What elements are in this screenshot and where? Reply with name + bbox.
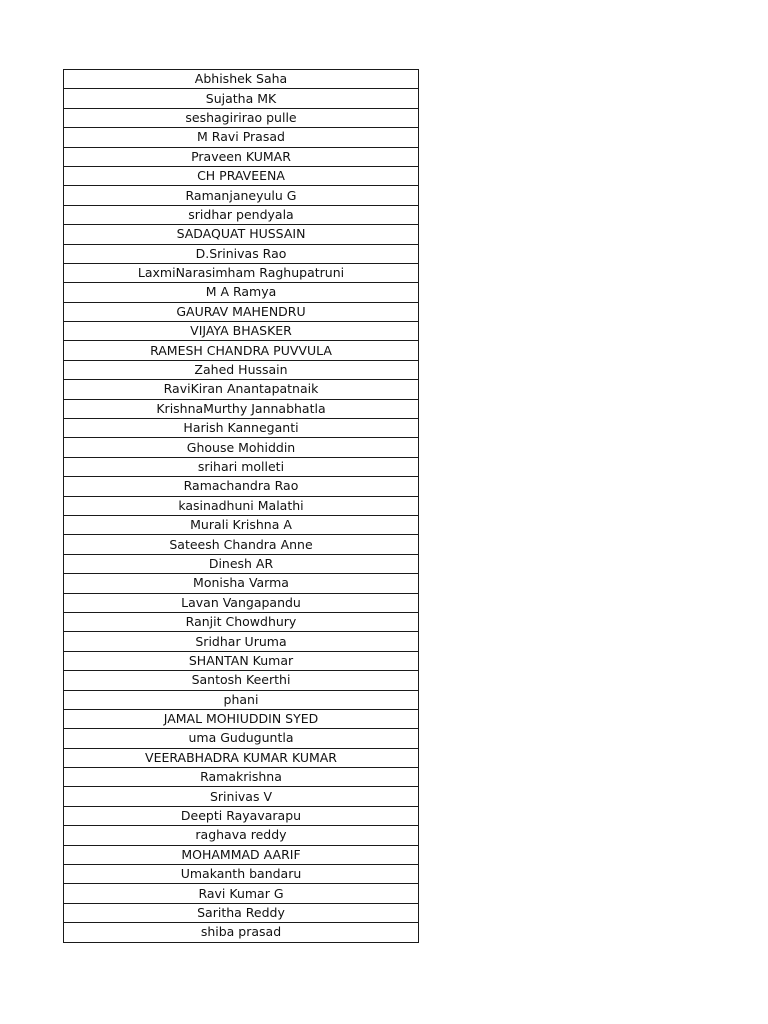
table-row: [64, 166, 419, 185]
table-row: [64, 903, 419, 922]
table-row: [64, 671, 419, 690]
name-cell: D.Srinivas Rao: [64, 244, 419, 263]
table-row: [64, 108, 419, 127]
table-row: [64, 612, 419, 631]
table-row: [64, 89, 419, 108]
name-cell: M Ravi Prasad: [64, 128, 419, 147]
name-cell: seshagirirao pulle: [64, 108, 419, 127]
table-row: [64, 477, 419, 496]
name-cell: Sateesh Chandra Anne: [64, 535, 419, 554]
table-row: [64, 322, 419, 341]
table-row: [64, 225, 419, 244]
name-table-body: [64, 70, 419, 943]
name-cell: Umakanth bandaru: [64, 865, 419, 884]
name-cell: CH PRAVEENA: [64, 166, 419, 185]
table-row: [64, 186, 419, 205]
name-cell: Ramanjaneyulu G: [64, 186, 419, 205]
name-cell: Harish Kanneganti: [64, 419, 419, 438]
name-cell: Murali Krishna A: [64, 515, 419, 534]
name-cell: Saritha Reddy: [64, 903, 419, 922]
table-row: [64, 709, 419, 728]
name-cell: LaxmiNarasimham Raghupatruni: [64, 263, 419, 282]
table-row: [64, 806, 419, 825]
table-row: [64, 826, 419, 845]
name-cell: Sujatha MK: [64, 89, 419, 108]
table-row: [64, 729, 419, 748]
name-cell: Abhishek Saha: [64, 70, 419, 89]
table-row: [64, 768, 419, 787]
name-cell: Dinesh AR: [64, 554, 419, 573]
table-row: [64, 205, 419, 224]
name-cell: shiba prasad: [64, 923, 419, 942]
name-cell: srihari molleti: [64, 457, 419, 476]
name-cell: RAMESH CHANDRA PUVVULA: [64, 341, 419, 360]
name-cell: Praveen KUMAR: [64, 147, 419, 166]
table-row: [64, 457, 419, 476]
table-row: [64, 302, 419, 321]
table-row: [64, 554, 419, 573]
name-cell: Sridhar Uruma: [64, 632, 419, 651]
name-cell: Srinivas V: [64, 787, 419, 806]
name-cell: Ravi Kumar G: [64, 884, 419, 903]
name-cell: Ghouse Mohiddin: [64, 438, 419, 457]
name-cell: uma Guduguntla: [64, 729, 419, 748]
name-cell: sridhar pendyala: [64, 205, 419, 224]
name-cell: GAURAV MAHENDRU: [64, 302, 419, 321]
name-cell: Monisha Varma: [64, 574, 419, 593]
table-row: [64, 845, 419, 864]
table-row: [64, 787, 419, 806]
name-cell: Ramachandra Rao: [64, 477, 419, 496]
name-cell: SHANTAN Kumar: [64, 651, 419, 670]
table-row: [64, 419, 419, 438]
name-cell: JAMAL MOHIUDDIN SYED: [64, 709, 419, 728]
name-cell: KrishnaMurthy Jannabhatla: [64, 399, 419, 418]
table-row: [64, 341, 419, 360]
name-cell: MOHAMMAD AARIF: [64, 845, 419, 864]
name-cell: Deepti Rayavarapu: [64, 806, 419, 825]
name-cell: VEERABHADRA KUMAR KUMAR: [64, 748, 419, 767]
table-row: [64, 515, 419, 534]
name-cell: Santosh Keerthi: [64, 671, 419, 690]
table-row: [64, 593, 419, 612]
name-cell: RaviKiran Anantapatnaik: [64, 380, 419, 399]
name-cell: phani: [64, 690, 419, 709]
name-cell: SADAQUAT HUSSAIN: [64, 225, 419, 244]
table-row: [64, 360, 419, 379]
name-cell: Lavan Vangapandu: [64, 593, 419, 612]
table-row: [64, 380, 419, 399]
table-row: [64, 70, 419, 89]
name-table: [63, 69, 419, 943]
table-row: [64, 147, 419, 166]
table-row: [64, 884, 419, 903]
name-cell: kasinadhuni Malathi: [64, 496, 419, 515]
table-row: [64, 244, 419, 263]
table-row: [64, 283, 419, 302]
table-row: [64, 574, 419, 593]
table-row: [64, 128, 419, 147]
table-row: [64, 263, 419, 282]
name-cell: VIJAYA BHASKER: [64, 322, 419, 341]
table-row: [64, 865, 419, 884]
table-row: [64, 496, 419, 515]
table-row: [64, 651, 419, 670]
name-cell: raghava reddy: [64, 826, 419, 845]
table-row: [64, 632, 419, 651]
name-cell: Ramakrishna: [64, 768, 419, 787]
name-cell: M A Ramya: [64, 283, 419, 302]
table-row: [64, 748, 419, 767]
table-row: [64, 690, 419, 709]
table-row: [64, 535, 419, 554]
name-cell: Zahed Hussain: [64, 360, 419, 379]
table-row: [64, 438, 419, 457]
table-row: [64, 923, 419, 942]
name-cell: Ranjit Chowdhury: [64, 612, 419, 631]
table-row: [64, 399, 419, 418]
